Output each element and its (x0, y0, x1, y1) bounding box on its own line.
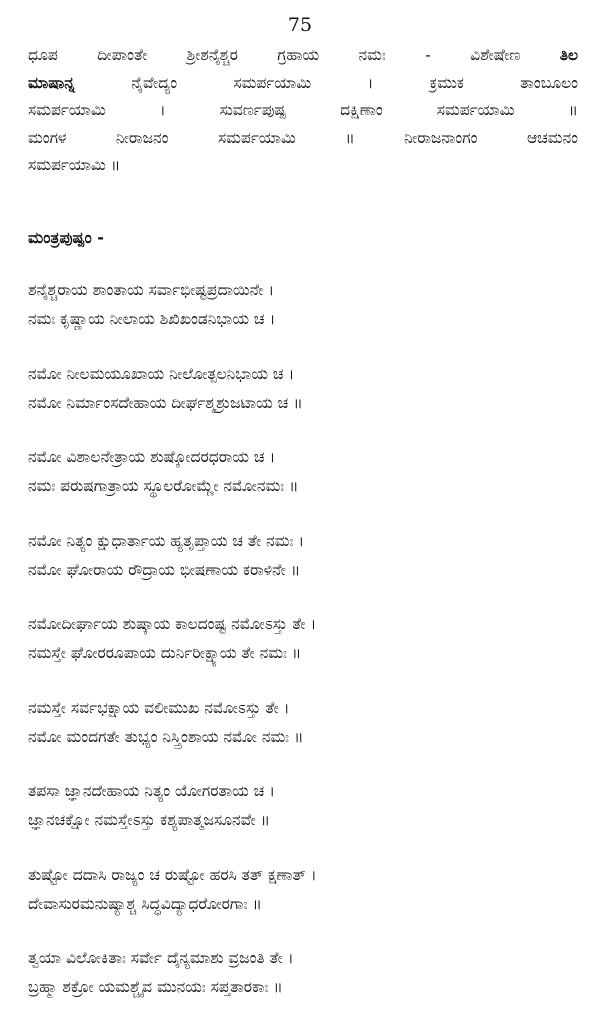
verse-line: ನಮೋದೀರ್ಘಾಯ ಶುಷ್ಕಾಯ ಕಾಲದಂಷ್ಟ ನಮೋಽಸ್ತು ತೇ । (28, 615, 317, 633)
intro-line-1-text: ಧೂಪ ದೀಪಾಂತೇ ಶ್ರೀಶನೈಶ್ಚರ ಗ್ರಹಾಯ ನಮಃ - ವಿಶೇಷೇಣ (28, 46, 521, 64)
verse-line: ನಮೋ ವಿಶಾಲನೇತ್ರಾಯ ಶುಷ್ಕೋದರಧರಾಯ ಚ । (28, 448, 276, 466)
verse-line: ಜ್ಞಾನಚಕ್ಷೋ ನಮಸ್ತೇಽಸ್ತು ಕಶ್ಯಪಾತ್ಮಜಸೂನವೇ ॥ (28, 811, 271, 829)
verse-line: ನಮೋ ಘೋರಾಯ ರೌದ್ರಾಯ ಭೀಷಣಾಯ ಕರಾಳಿನೇ ॥ (28, 560, 301, 579)
intro-paragraph (28, 42, 578, 180)
stanza-3 (28, 443, 578, 501)
verse-line: ಬ್ರಹ್ಮಾ ಶಕ್ರೋ ಯಮಶ್ಚೈವ ಮುನಯಃ ಸಪ್ತತಾರಕಾಃ ॥ (28, 978, 283, 996)
verse-line: ನಮೋ ಮಂದಗತೇ ತುಭ್ಯಂ ನಿಸ್ತ್ರಿಂಶಾಯ ನಮೋ ನಮಃ ॥ (28, 727, 304, 746)
intro-line-1 (28, 42, 578, 70)
intro-line-3: ಸಮರ್ಪಯಾಮಿ । ಸುವರ್ಣಪುಷ್ಪ ದಕ್ಷಿಣಾಂ ಸಮರ್ಪಯಾಮಿ ॥ (28, 101, 578, 119)
intro-line-2-bold: ಮಾಷಾನ್ನ (28, 73, 75, 92)
verse-line: ನಮಃ ಕೃಷ್ಣಾಯ ನೀಲಾಯ ಶಿಖಿಖಂಡನಿಭಾಯ ಚ । (28, 310, 276, 328)
verse-line: ತುಷ್ಟೋ ದದಾಸಿ ರಾಜ್ಯಂ ಚ ರುಷ್ಟೋ ಹರಸಿ ತತ್ ಕ್ಷಣಾತ್ । (28, 865, 317, 884)
verse-line: ತಪಸಾ ಜ್ಞಾನದೇಹಾಯ ನಿತ್ಯಂ ಯೋಗರತಾಯ ಚ । (28, 782, 276, 800)
verse-line: ನಮೋ ನಿತ್ಯಂ ಕ್ಷುಧಾರ್ತಾಯ ಹ್ಯತೃಪ್ತಾಯ ಚ ತೇ ನಮಃ । (28, 531, 305, 550)
stanza-1 (28, 276, 578, 334)
intro-line-1-bold: ತಿಲ (559, 46, 578, 64)
verse-line: ತ್ವಯಾ ವಿಲೋಕಿತಾಃ ಸರ್ವೇ ದೈನ್ಯಮಾಶು ವ್ರಜಂತಿ ತೇ । (28, 949, 294, 967)
stanza-5 (28, 610, 578, 668)
stanza-4 (28, 527, 578, 585)
page-number: 75 (287, 14, 313, 36)
intro-line-4: ಮಂಗಳ ನೀರಾಜನಂ ಸಮರ್ಪಯಾಮಿ ॥ ನೀರಾಜನಾಂಗಂ ಆಚಮನಂ (28, 128, 578, 147)
verse-line: ನಮೋ ನೀಲಮಯೂಖಾಯ ನೀಲೋತ್ಪಲನಿಭಾಯ ಚ । (28, 364, 295, 383)
verse-line: ನಮಸ್ತೇ ಸರ್ವಭಕ್ಷಾಯ ವಲೀಮುಖ ನಮೋಽಸ್ತು ತೇ । (28, 698, 290, 717)
verse-line: ದೇವಾಸುರಮನುಷ್ಯಾಶ್ಚ ಸಿದ್ಧವಿದ್ಯಾಧರೋರಗಾಃ ॥ (28, 894, 262, 913)
verse-line: ಶನೈಶ್ಚರಾಯ ಶಾಂತಾಯ ಸರ್ವಾಭೀಷ್ಟಪ್ರದಾಯಿನೇ । (28, 281, 275, 299)
intro-line-5: ಸಮರ್ಪಯಾಮಿ ॥ (28, 156, 121, 174)
stanza-2 (28, 360, 578, 418)
stanza-6 (28, 694, 578, 752)
intro-line-2-text: ನೈವೇದ್ಯಂ ಸಮರ್ಪಯಾಮಿ । ಕ್ರಮುಕ ತಾಂಬೂಲಂ (131, 73, 578, 92)
stanza-9 (28, 944, 578, 1002)
stanza-8 (28, 861, 578, 919)
verse-line: ನಮಃ ಪರುಷಗಾತ್ರಾಯ ಸ್ಥೂಲರೋಮ್ಣೇ ನಮೋನಮಃ ॥ (28, 477, 299, 495)
section-heading: ಮಂತ್ರಪುಷ್ಪಂ - (28, 228, 104, 247)
verse-line: ನಮಸ್ತೇ ಘೋರರೂಪಾಯ ದುರ್ನಿರೀಕ್ಷ್ಯಾಯ ತೇ ನಮಃ ॥ (28, 644, 302, 662)
stanza-7 (28, 777, 578, 835)
intro-line-2 (28, 70, 578, 98)
verse-list (28, 276, 578, 1028)
verse-line: ನಮೋ ನಿರ್ಮಾಂಸದೇಹಾಯ ದೀರ್ಘಶ್ಮಶ್ರುಜಟಾಯ ಚ ॥ (28, 393, 303, 412)
